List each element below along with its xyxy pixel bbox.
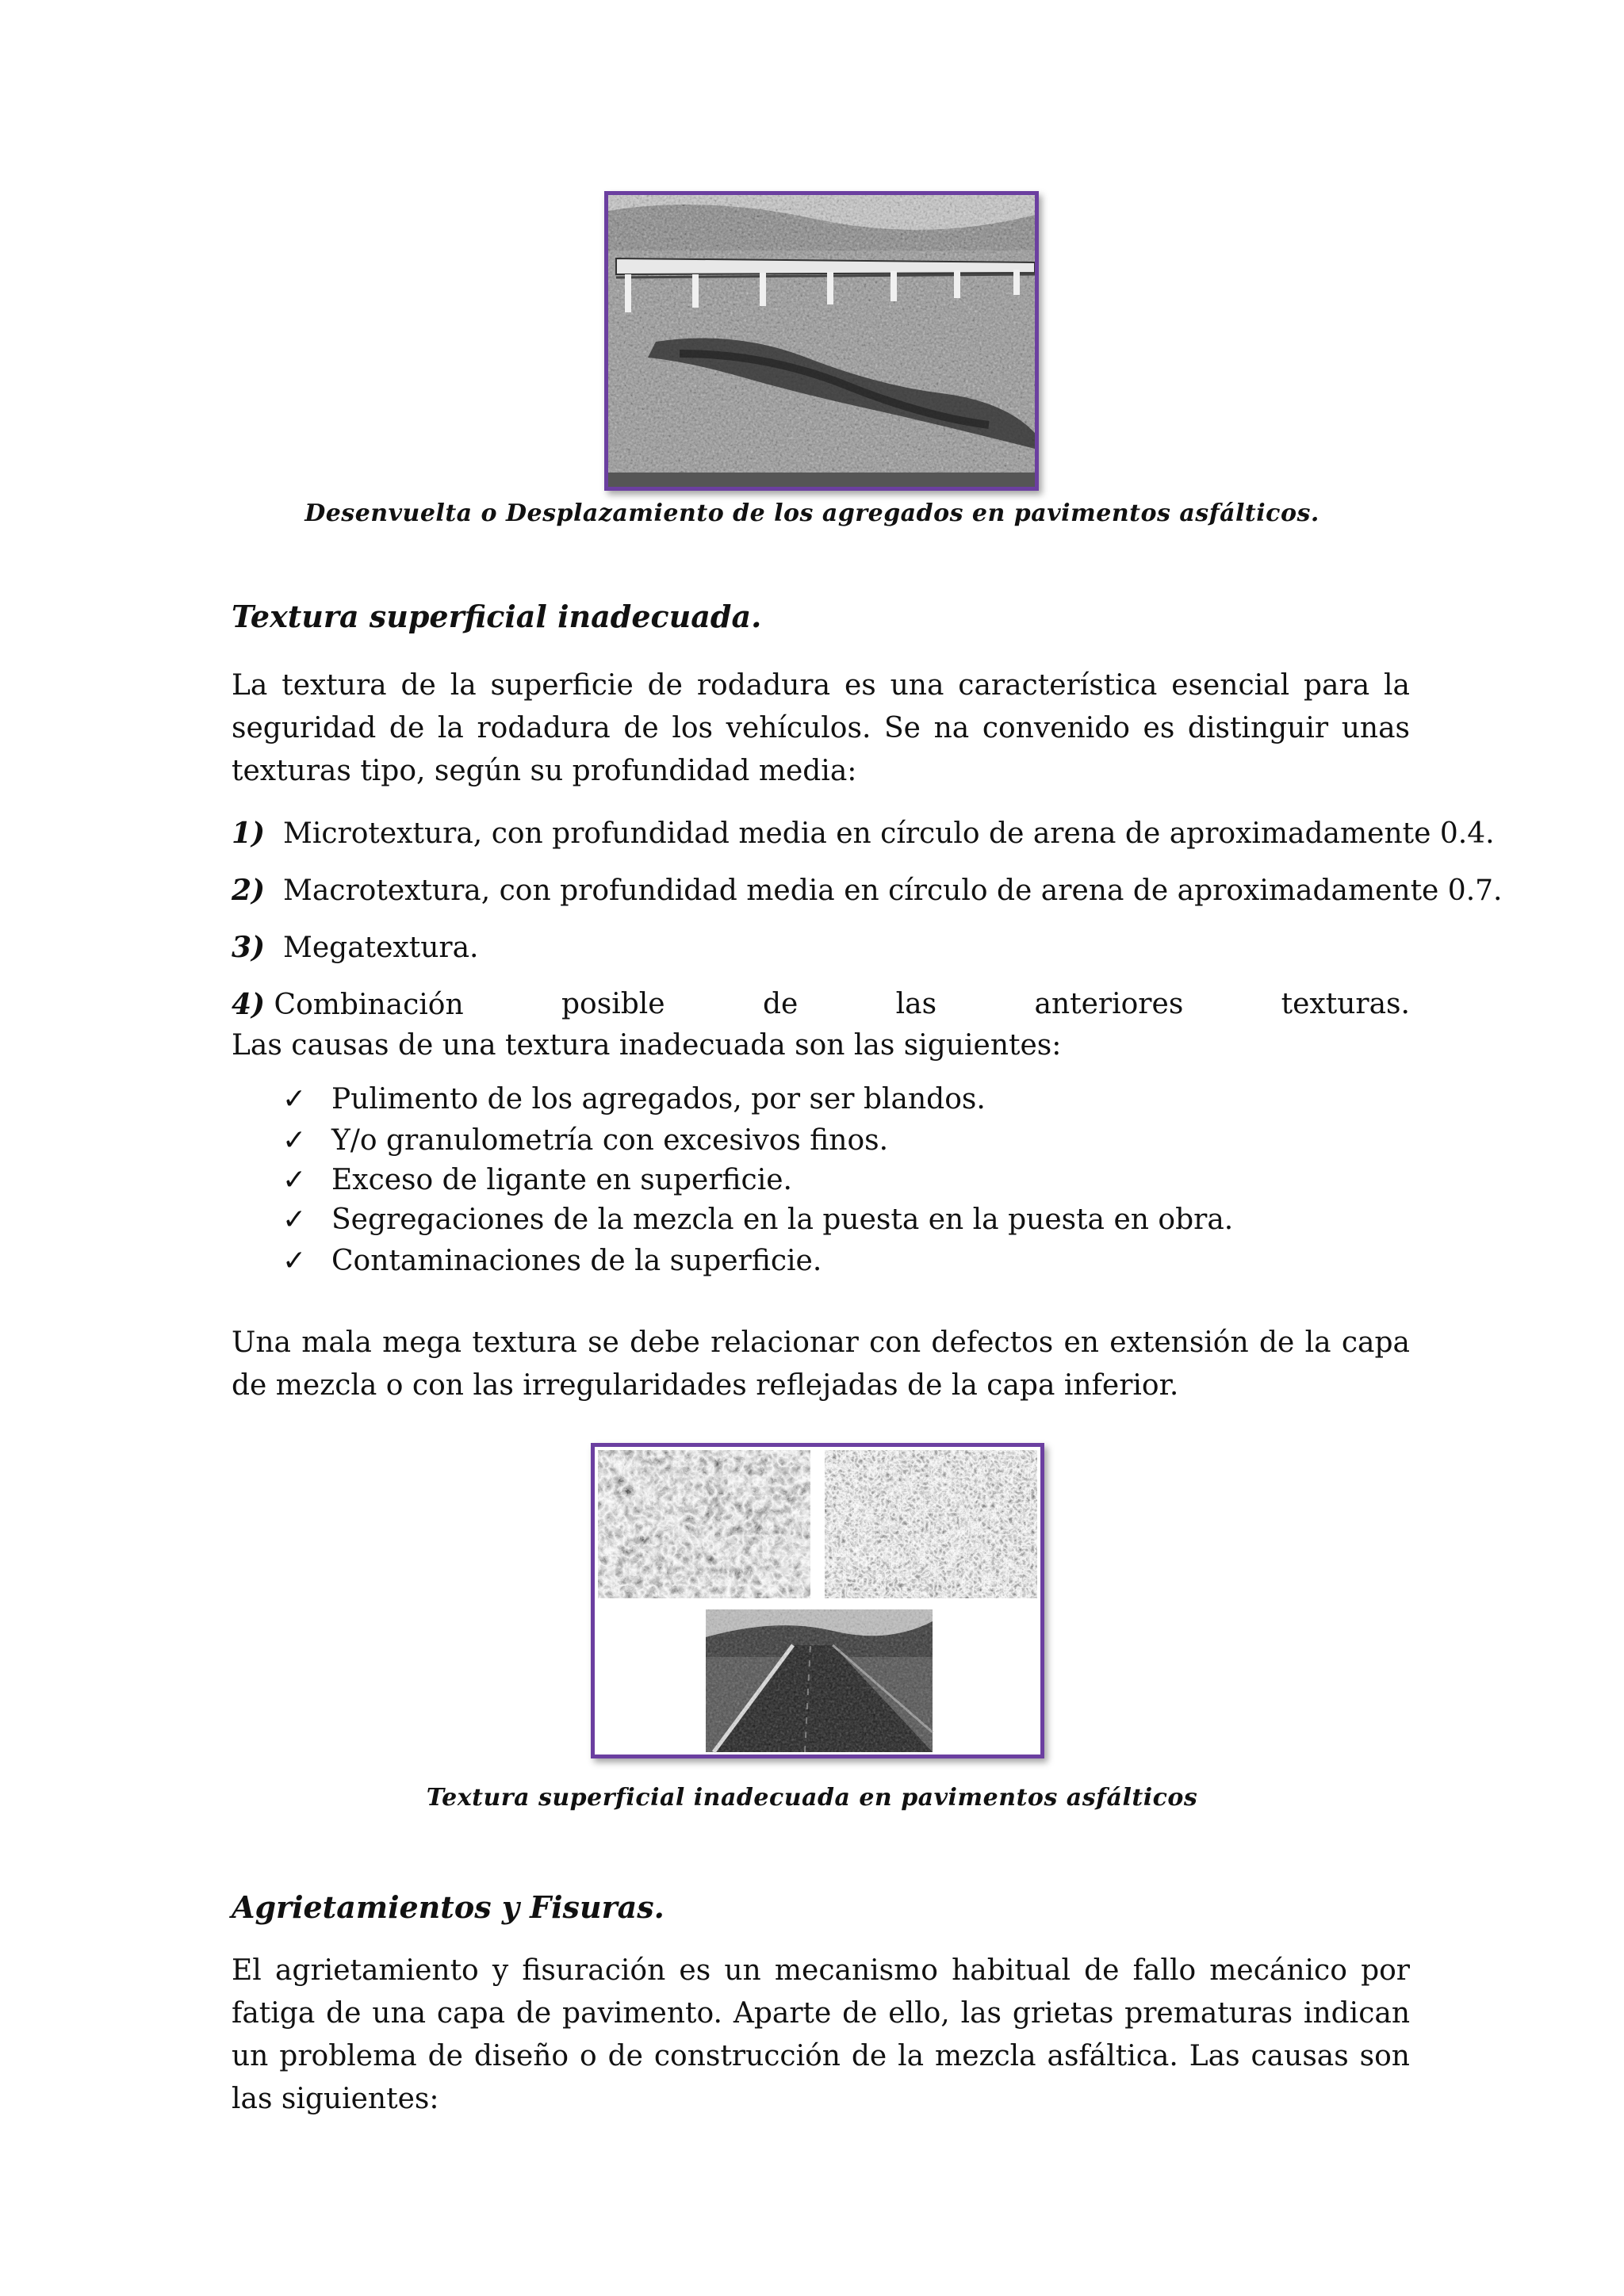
figure-desplazamiento-photo — [604, 191, 1039, 491]
closing-paragraph: Una mala mega textura se debe relacionar con defectos en extensión de la capa de mezcla o con las irregularidades reflejadas de la capa inferior. — [232, 1326, 1410, 1402]
list-word: las — [895, 988, 937, 1020]
section-heading-textura: Textura superficial inadecuada. — [232, 599, 762, 634]
cause-item-2 — [282, 1124, 888, 1157]
list-item-3 — [232, 931, 479, 964]
cause-item-4 — [282, 1203, 1233, 1236]
list-item-2 — [232, 874, 1503, 907]
list-number: 1) — [232, 817, 266, 850]
checkmark-icon: ✓ — [282, 1083, 307, 1115]
list-word: posible — [561, 988, 665, 1020]
list-item-4-first — [232, 988, 464, 1021]
cause-item-1 — [282, 1083, 986, 1115]
list-word: Combinación — [274, 989, 464, 1021]
figure-textura-photos — [591, 1443, 1044, 1758]
cause-item-5 — [282, 1245, 822, 1277]
list-number: 3) — [232, 931, 266, 964]
texture-samples-image — [595, 1447, 1040, 1755]
list-word: anteriores — [1034, 988, 1184, 1020]
cause-text: Exceso de ligante en superficie. — [331, 1164, 792, 1196]
checkmark-icon: ✓ — [282, 1164, 307, 1196]
list-text: Microtextura, con profundidad media en círculo de arena de aproximadamente 0.4. — [282, 817, 1495, 850]
guardrail-road-image — [608, 195, 1035, 487]
agrietamiento-paragraph: El agrietamiento y fisuración es un mecanismo habitual de fallo mecánico por fatiga de una capa de pavimento. Aparte de ello, las grietas prematuras indican un problema de diseño o de construcción de la mezcla asfáltica. Las causas son las siguientes: — [232, 1954, 1410, 2115]
causes-intro: Las causas de una textura inadecuada son las siguientes: — [232, 1029, 1062, 1062]
checkmark-icon: ✓ — [282, 1124, 307, 1157]
checkmark-icon: ✓ — [282, 1245, 307, 1277]
list-item-1 — [232, 817, 1495, 850]
checkmark-icon: ✓ — [282, 1203, 307, 1236]
cause-text: Pulimento de los agregados, por ser blandos. — [331, 1083, 986, 1115]
list-word: texturas. — [1281, 988, 1410, 1020]
figure2-caption: Textura superficial inadecuada en pavimentos asfálticos — [426, 1784, 1198, 1812]
cause-item-3 — [282, 1164, 792, 1196]
figure1-caption: Desenvuelta o Desplazamiento de los agregados en pavimentos asfálticos. — [304, 499, 1320, 527]
list-item-4 — [232, 988, 1410, 1021]
list-word: de — [762, 988, 799, 1020]
cause-text: Segregaciones de la mezcla en la puesta en la puesta en obra. — [331, 1203, 1234, 1236]
list-number: 4) — [232, 988, 266, 1021]
list-text: Megatextura. — [282, 932, 479, 964]
list-number: 2) — [232, 874, 266, 907]
intro-paragraph: La textura de la superficie de rodadura es una característica esencial para la seguridad de la rodadura de los vehículos. Se na convenido es distinguir unas texturas tipo, según su profundidad media: — [232, 669, 1410, 787]
road-photo — [706, 1609, 933, 1752]
cause-text: Y/o granulometría con excesivos finos. — [331, 1124, 889, 1157]
section-heading-agrietamientos: Agrietamientos y Fisuras. — [232, 1889, 665, 1925]
list-text: Macrotextura, con profundidad media en círculo de arena de aproximadamente 0.7. — [282, 874, 1503, 907]
cause-text: Contaminaciones de la superficie. — [331, 1245, 822, 1277]
